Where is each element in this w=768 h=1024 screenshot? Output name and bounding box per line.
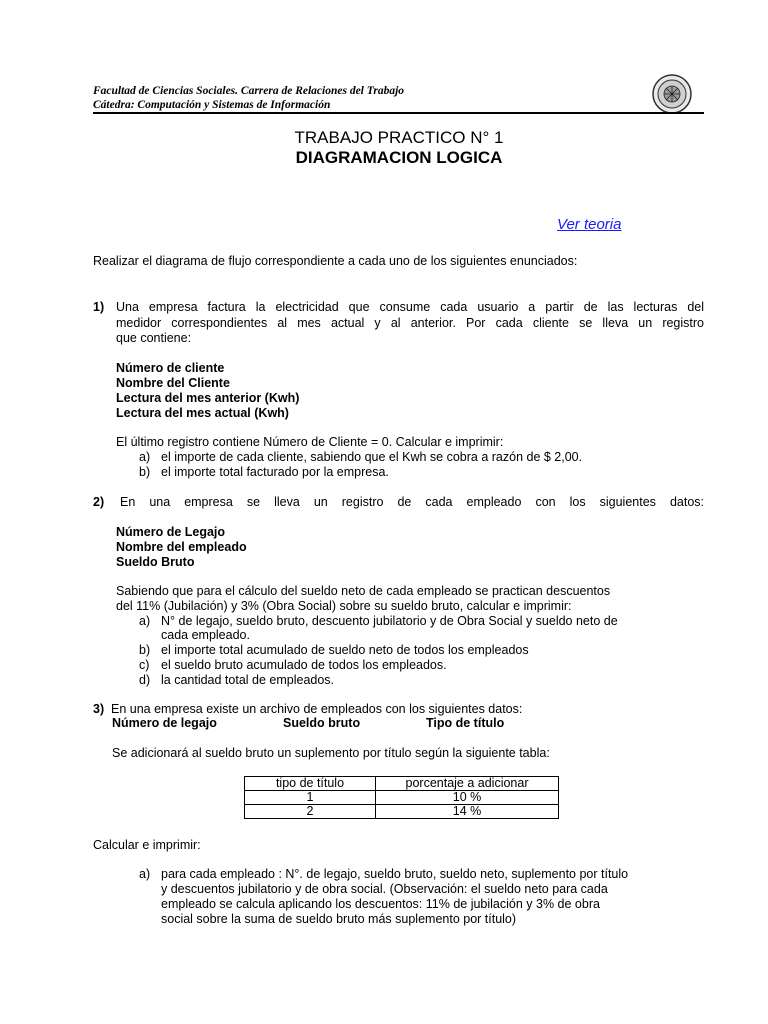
list-label: a)	[139, 867, 151, 881]
list-item-continued: cada empleado.	[161, 628, 250, 642]
ver-teoria-link[interactable]: Ver teoria	[557, 216, 622, 233]
list-item: el importe total facturado por la empresa.	[161, 465, 389, 479]
ex3-field: Sueldo bruto	[283, 716, 361, 730]
ex1-field: Lectura del mes actual (Kwh)	[116, 406, 289, 420]
ex3-note: Se adicionará al sueldo bruto un suplemento por título según la siguiente tabla:	[112, 746, 550, 760]
ex3-number: 3)	[93, 702, 105, 716]
list-item-continued: social sobre la suma de sueldo bruto más suplemento por título)	[161, 912, 517, 926]
list-label: d)	[139, 673, 151, 687]
ex2-field: Número de Legajo	[116, 525, 226, 539]
table-row	[245, 805, 559, 819]
table-header-row	[245, 777, 559, 791]
table-cell: 2	[245, 805, 376, 819]
header-rule	[93, 112, 704, 114]
list-item: el sueldo bruto acumulado de todos los empleados.	[161, 658, 447, 672]
ex2-line1: En una empresa se lleva un registro de cada empleado con los siguientes datos:	[120, 495, 704, 509]
ex1-field: Lectura del mes anterior (Kwh)	[116, 391, 300, 405]
ex2-field: Nombre del empleado	[116, 540, 247, 554]
table-cell: 10 %	[376, 791, 559, 805]
list-label: c)	[139, 658, 150, 672]
ex2-field: Sueldo Bruto	[116, 555, 195, 569]
list-label: a)	[139, 614, 151, 628]
header-chair: Cátedra: Computación y Sistemas de Información	[93, 99, 331, 111]
table-header: tipo de título	[245, 777, 376, 791]
list-item: el importe de cada cliente, sabiendo que el Kwh se cobra a razón de $ 2,00.	[161, 450, 583, 464]
ex1-line1: Una empresa factura la electricidad que consume cada usuario a partir de las lecturas del	[116, 300, 704, 314]
ex1-note: El último registro contiene Número de Cliente = 0. Calcular e imprimir:	[116, 435, 504, 449]
ex2-note2: del 11% (Jubilación) y 3% (Obra Social) sobre su sueldo bruto, calcular e imprimir:	[116, 599, 572, 613]
supplement-table	[244, 776, 559, 819]
ex3-field: Tipo de título	[426, 716, 505, 730]
list-item: N° de legajo, sueldo bruto, descuento jubilatorio y de Obra Social y sueldo neto de	[161, 614, 618, 628]
list-item: para cada empleado : N°. de legajo, sueldo bruto, sueldo neto, suplemento por título	[161, 867, 629, 881]
doc-subtitle: DIAGRAMACION LOGICA	[295, 148, 503, 167]
list-item-continued: y descuentos jubilatorio y de obra social. (Observación: el sueldo neto para cada	[161, 882, 608, 896]
ex3-calc: Calcular e imprimir:	[93, 838, 201, 852]
list-item: la cantidad total de empleados.	[161, 673, 335, 687]
ex1-number: 1)	[93, 300, 105, 314]
header-faculty: Facultad de Ciencias Sociales. Carrera de Relaciones del Trabajo	[93, 85, 405, 97]
document-header	[93, 84, 404, 112]
university-seal-icon	[652, 74, 692, 114]
table-row	[245, 791, 559, 805]
table-header: porcentaje a adicionar	[376, 777, 559, 791]
list-item: el importe total acumulado de sueldo neto de todos los empleados	[161, 643, 529, 657]
ex2-number: 2)	[93, 495, 105, 509]
doc-title: TRABAJO PRACTICO N° 1	[294, 128, 504, 147]
ex2-note1: Sabiendo que para el cálculo del sueldo neto de cada empleado se practican descuentos	[116, 584, 611, 598]
table-cell: 1	[245, 791, 376, 805]
list-label: a)	[139, 450, 151, 464]
list-label: b)	[139, 465, 151, 479]
ex3-line1: En una empresa existe un archivo de empleados con los siguientes datos:	[111, 702, 523, 716]
ex1-field: Nombre del Cliente	[116, 376, 230, 390]
intro-text: Realizar el diagrama de flujo correspondiente a cada uno de los siguientes enunciados:	[93, 254, 578, 268]
list-item-continued: empleado se calcula aplicando los descuentos: 11% de jubilación y 3% de obra	[161, 897, 600, 911]
ex3-field: Número de legajo	[112, 716, 217, 730]
table-cell: 14 %	[376, 805, 559, 819]
ex1-line3: que contiene:	[116, 331, 192, 345]
ex1-field: Número de cliente	[116, 361, 225, 375]
ex1-line2: medidor correspondientes al mes actual y al anterior. Por cada cliente se lleva un registro	[116, 316, 704, 330]
list-label: b)	[139, 643, 151, 657]
